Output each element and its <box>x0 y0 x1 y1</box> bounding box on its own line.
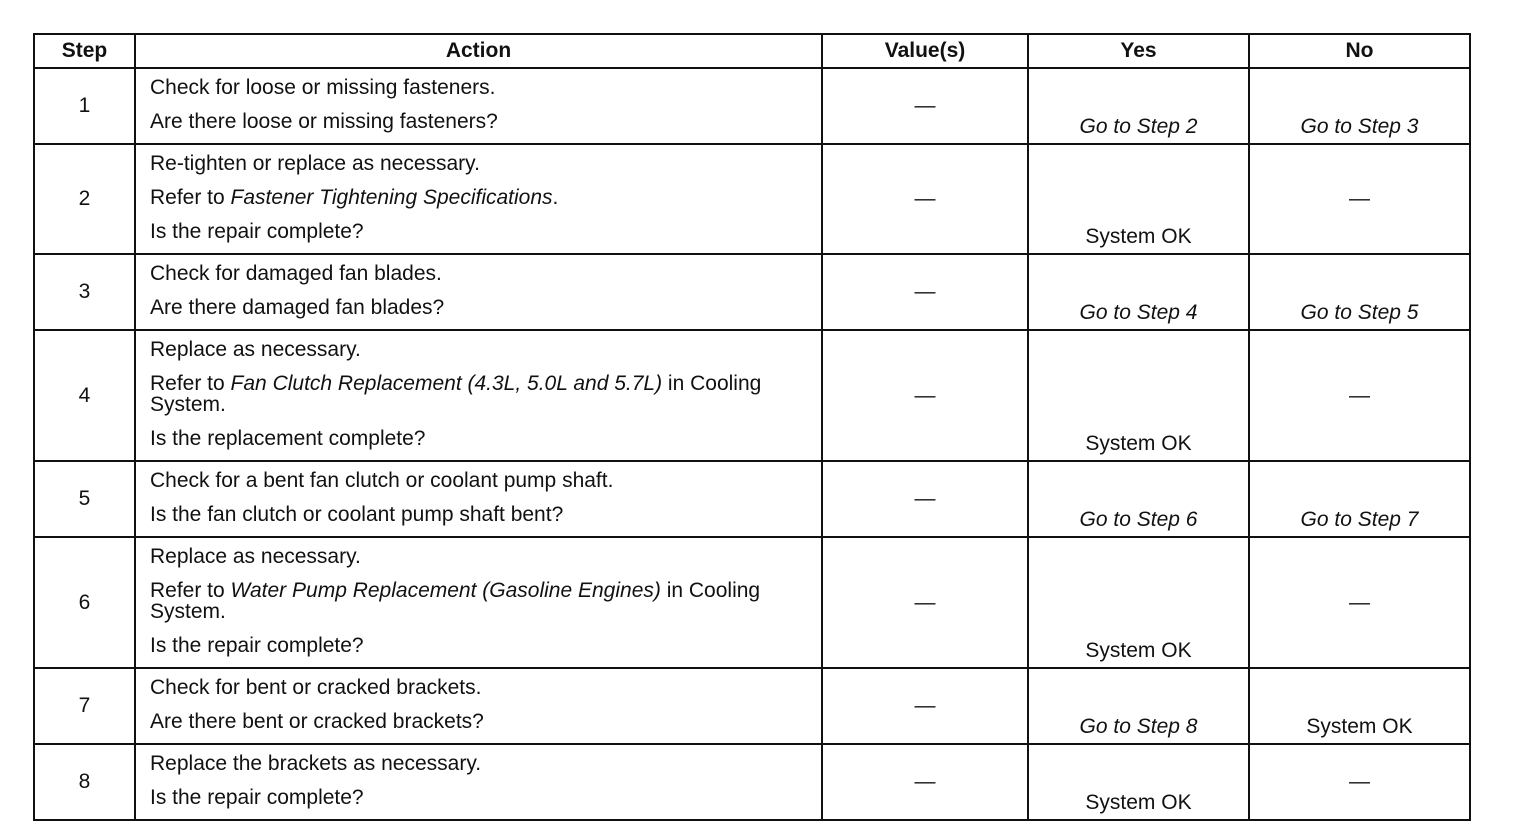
value-cell: — <box>822 668 1028 744</box>
action-reference <box>150 181 807 215</box>
no-cell: Go to Step 7 <box>1249 461 1470 537</box>
table-row <box>34 68 1470 144</box>
reference-prefix: Refer to <box>150 372 231 395</box>
step-number: 2 <box>34 144 135 254</box>
step-number: 5 <box>34 461 135 537</box>
header-values: Value(s) <box>822 34 1028 68</box>
value-cell: — <box>822 537 1028 668</box>
table-row <box>34 330 1470 461</box>
table-row <box>34 461 1470 537</box>
action-text: Replace as necessary. <box>150 338 361 361</box>
action-reference <box>150 574 807 629</box>
reference-title: Fastener Tightening Specifications <box>230 186 553 209</box>
table-row <box>34 744 1470 820</box>
step-number: 7 <box>34 668 135 744</box>
action-question: Is the replacement complete? <box>150 427 426 450</box>
reference-suffix: in Cooling System. <box>150 579 761 623</box>
action-question: Is the fan clutch or coolant pump shaft bent? <box>150 503 564 526</box>
action-question: Is the repair complete? <box>150 786 364 809</box>
step-number: 1 <box>34 68 135 144</box>
value-cell: — <box>822 744 1028 820</box>
diagnostic-table <box>33 33 1471 821</box>
header-row <box>34 34 1470 68</box>
no-cell: System OK <box>1249 668 1470 744</box>
yes-cell: Go to Step 6 <box>1028 461 1249 537</box>
action-cell <box>135 254 822 330</box>
action-text: Replace the brackets as necessary. <box>150 752 482 775</box>
no-cell: Go to Step 5 <box>1249 254 1470 330</box>
reference-suffix: in Cooling System. <box>150 372 762 416</box>
action-cell <box>135 68 822 144</box>
header-action: Action <box>135 34 822 68</box>
action-cell <box>135 537 822 668</box>
yes-cell: System OK <box>1028 330 1249 461</box>
action-question: Is the repair complete? <box>150 220 364 243</box>
action-text: Re-tighten or replace as necessary. <box>150 152 480 175</box>
yes-cell: System OK <box>1028 744 1249 820</box>
action-cell <box>135 668 822 744</box>
table-row <box>34 144 1470 254</box>
value-cell: — <box>822 330 1028 461</box>
yes-cell: System OK <box>1028 537 1249 668</box>
action-text: Check for loose or missing fasteners. <box>150 76 496 99</box>
reference-title: Fan Clutch Replacement (4.3L, 5.0L and 5.7L) <box>230 372 663 395</box>
value-cell: — <box>822 254 1028 330</box>
table-row <box>34 668 1470 744</box>
table-row <box>34 254 1470 330</box>
value-cell: — <box>822 144 1028 254</box>
action-cell <box>135 744 822 820</box>
action-question: Are there damaged fan blades? <box>150 296 445 319</box>
table-row <box>34 537 1470 668</box>
action-cell <box>135 461 822 537</box>
action-cell <box>135 144 822 254</box>
action-text: Replace as necessary. <box>150 545 361 568</box>
value-cell: — <box>822 68 1028 144</box>
header-no: No <box>1249 34 1470 68</box>
action-reference <box>150 367 807 422</box>
no-cell: Go to Step 3 <box>1249 68 1470 144</box>
action-cell <box>135 330 822 461</box>
value-cell: — <box>822 461 1028 537</box>
yes-cell: Go to Step 8 <box>1028 668 1249 744</box>
reference-suffix: . <box>552 186 559 209</box>
reference-prefix: Refer to <box>150 186 231 209</box>
reference-title: Water Pump Replacement (Gasoline Engines) <box>230 579 661 602</box>
yes-cell: Go to Step 2 <box>1028 68 1249 144</box>
no-cell: — <box>1249 144 1470 254</box>
reference-prefix: Refer to <box>150 579 231 602</box>
action-question: Are there bent or cracked brackets? <box>150 710 484 733</box>
action-question: Are there loose or missing fasteners? <box>150 110 498 133</box>
action-text: Check for bent or cracked brackets. <box>150 676 482 699</box>
yes-cell: System OK <box>1028 144 1249 254</box>
header-step: Step <box>34 34 135 68</box>
action-question: Is the repair complete? <box>150 634 364 657</box>
step-number: 6 <box>34 537 135 668</box>
header-yes: Yes <box>1028 34 1249 68</box>
action-text: Check for damaged fan blades. <box>150 262 442 285</box>
step-number: 8 <box>34 744 135 820</box>
step-number: 4 <box>34 330 135 461</box>
yes-cell: Go to Step 4 <box>1028 254 1249 330</box>
no-cell: — <box>1249 330 1470 461</box>
no-cell: — <box>1249 537 1470 668</box>
no-cell: — <box>1249 744 1470 820</box>
step-number: 3 <box>34 254 135 330</box>
action-text: Check for a bent fan clutch or coolant pump shaft. <box>150 469 614 492</box>
